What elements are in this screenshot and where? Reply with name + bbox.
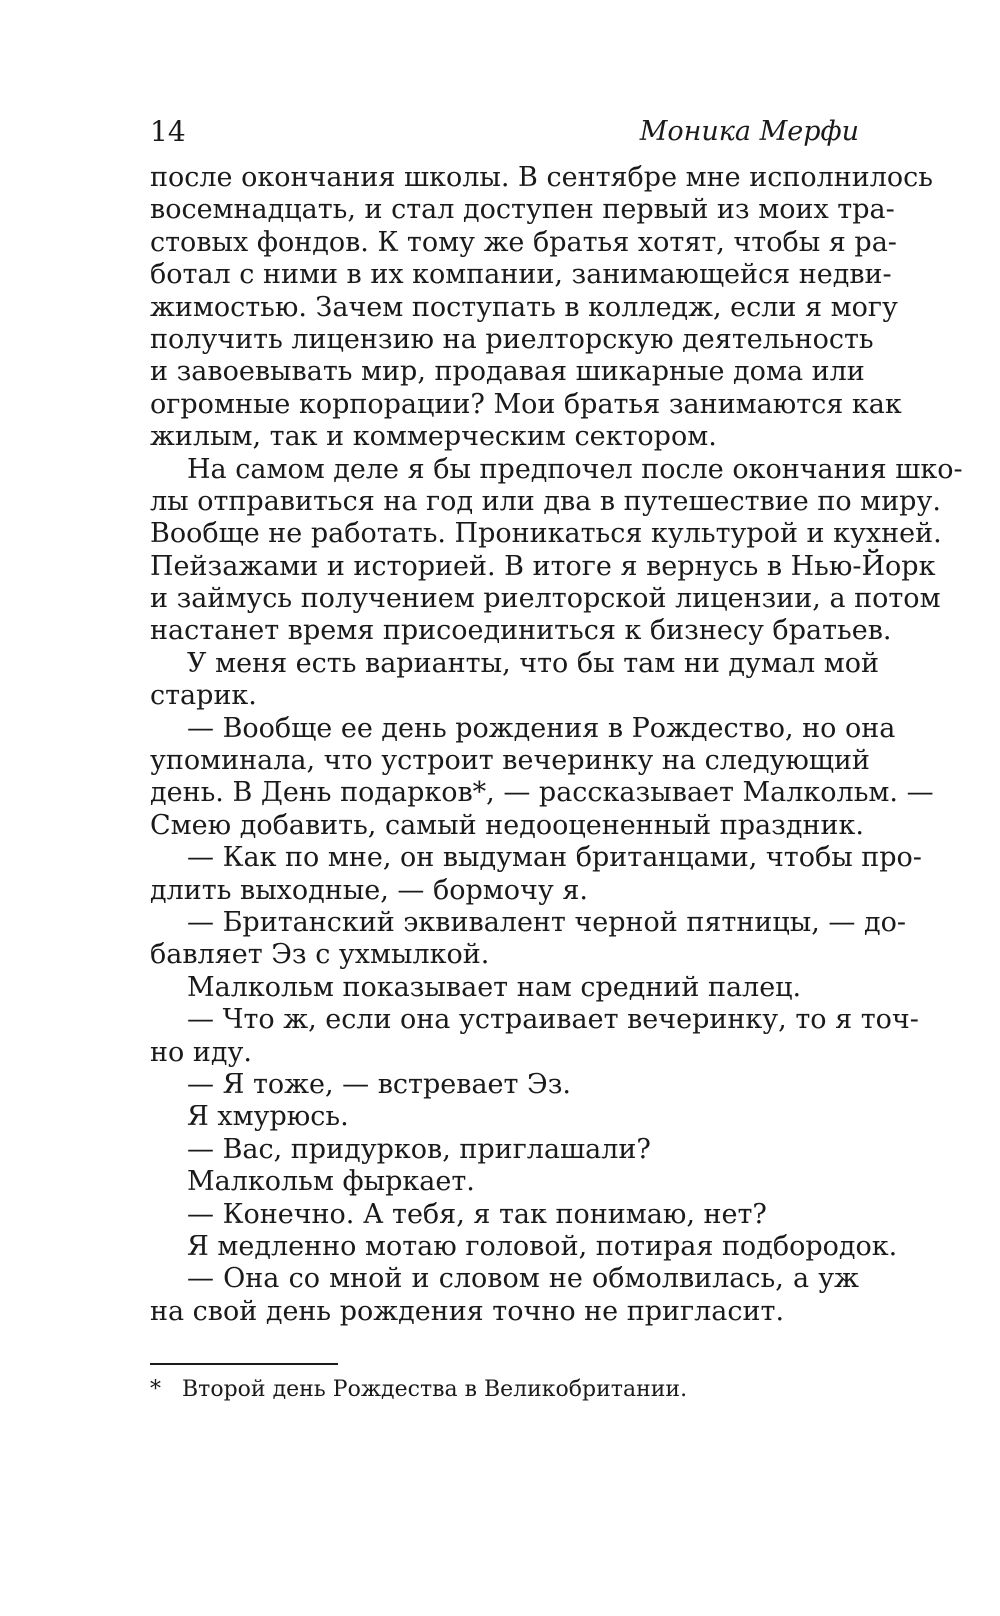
text-line: — Я тоже, — встревает Эз. — [187, 1068, 572, 1100]
text-line: Я хмурюсь. — [187, 1101, 349, 1133]
text-line: день. В День подарков*, — рассказывает Малкольм. — — [150, 777, 934, 809]
footnote-divider — [150, 1363, 338, 1365]
text-line: Малкольм показывает нам средний палец. — [187, 971, 802, 1003]
text-line: — Что ж, если она устраивает вечеринку, то я точ- — [187, 1004, 919, 1036]
text-line: — Британский эквивалент черной пятницы, — до- — [187, 906, 906, 938]
text-line: но иду. — [150, 1036, 252, 1068]
footnote-text: Второй день Рождества в Великобритании. — [182, 1377, 688, 1402]
text-line: настанет время присоединиться к бизнесу братьев. — [150, 615, 892, 647]
text-line: после окончания школы. В сентябре мне исполнилось — [150, 162, 933, 193]
text-line: Смею добавить, самый недооцененный праздник. — [150, 809, 864, 841]
text-line: огромные корпорации? Мои братья занимаются как — [150, 388, 902, 420]
text-line: — Она со мной и словом не обмолвилась, а уж — [187, 1263, 859, 1295]
text-line: — Как по мне, он выдуман британцами, чтобы про- — [187, 842, 922, 874]
text-line: Я медленно мотаю головой, потирая подбородок. — [187, 1230, 898, 1262]
text-line: восемнадцать, и стал доступен первый из моих тра- — [150, 194, 895, 226]
text-line: У меня есть варианты, что бы там ни думал мой — [187, 647, 880, 679]
text-line: на свой день рождения точно не пригласит. — [150, 1295, 785, 1327]
text-line: — Конечно. А тебя, я так понимаю, нет? — [187, 1198, 767, 1230]
main-text-block — [150, 162, 963, 1328]
text-line: упоминала, что устроит вечеринку на следующий — [150, 745, 870, 777]
footnote — [150, 1374, 859, 1406]
text-line: лы отправиться на год или два в путешествие по миру. — [150, 485, 941, 517]
text-line: жимостью. Зачем поступать в колледж, если я могу — [150, 291, 898, 323]
text-line: длить выходные, — бормочу я. — [150, 874, 588, 906]
text-line: Малкольм фыркает. — [187, 1166, 475, 1198]
text-line: жилым, так и коммерческим сектором. — [150, 421, 717, 453]
text-line: На самом деле я бы предпочел после окончания шко- — [187, 453, 963, 485]
page-number: 14 — [150, 115, 186, 148]
text-line: Вообще не работать. Проникаться культурой и кухней. — [150, 518, 942, 550]
text-line: старик. — [150, 680, 257, 712]
text-line: Пейзажами и историей. В итоге я вернусь в Нью-Йорк — [150, 550, 936, 582]
text-line: и займусь получением риелторской лицензии, а потом — [150, 583, 941, 615]
footnote-marker: * — [150, 1377, 161, 1402]
text-line: ботал с ними в их компании, занимающейся недви- — [150, 259, 892, 291]
text-line: стовых фондов. К тому же братья хотят, чтобы я ра- — [150, 226, 897, 258]
text-line: бавляет Эз с ухмылкой. — [150, 939, 490, 971]
text-line: — Вас, придурков, приглашали? — [187, 1133, 651, 1165]
text-line: получить лицензию на риелторскую деятельность — [150, 323, 874, 355]
text-line: — Вообще ее день рождения в Рождество, но она — [187, 712, 896, 744]
text-line: и завоевывать мир, продавая шикарные дома или — [150, 356, 865, 388]
running-head-author: Моника Мерфи — [639, 116, 859, 147]
